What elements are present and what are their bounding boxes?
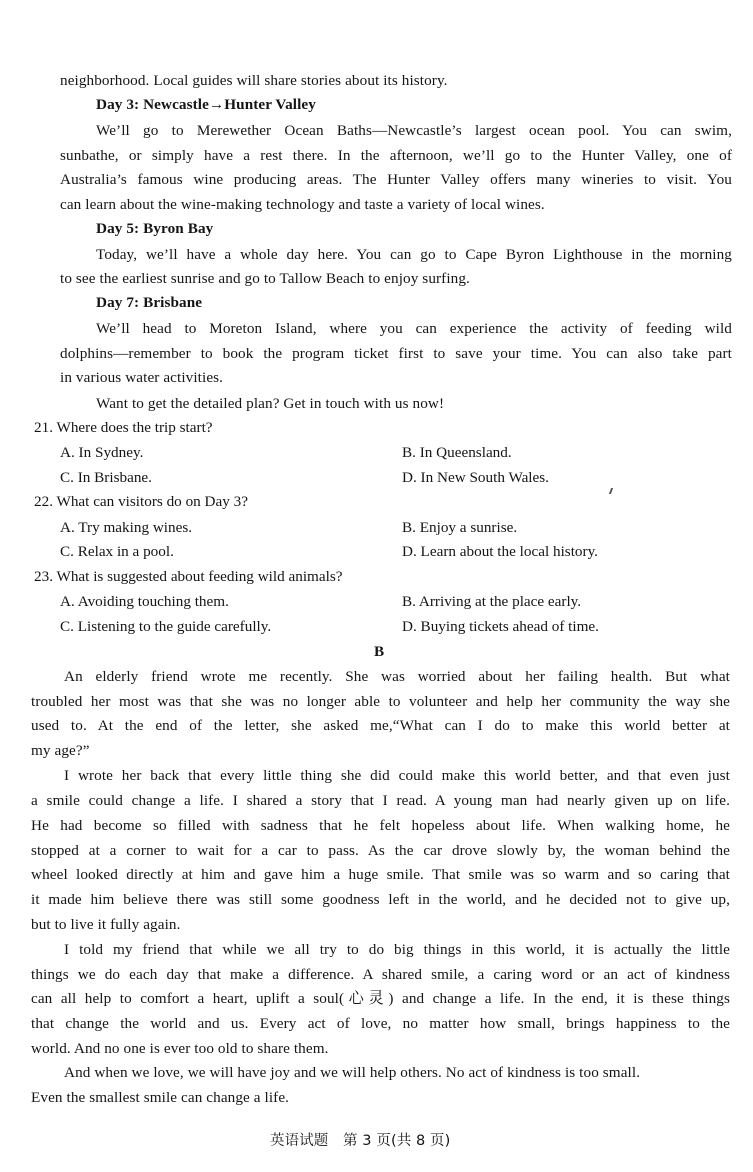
day3-line: Australia’s famous wine producing areas. The Hunter Valley offers many wineries to visit. You: [60, 171, 732, 188]
answer-option[interactable]: A. Avoiding touching them.: [60, 593, 229, 610]
passage-line: wheel looked directly at him and gave him a huge smile. That smile was so warm and so caring that: [31, 866, 730, 883]
section-b-label: B: [374, 643, 385, 660]
passage-line: but to live it fully again.: [31, 916, 181, 933]
day7-line: We’ll head to Moreton Island, where you can experience the activity of feeding wild: [96, 320, 732, 337]
question-stem: 22. What can visitors do on Day 3?: [34, 493, 248, 510]
passage-line: that change the world and us. Every act of love, no matter how small, brings happiness to the: [31, 1015, 730, 1032]
answer-option[interactable]: A. Try making wines.: [60, 519, 193, 536]
passage-line: And when we love, we will have joy and we will help others. No act of kindness is too small.: [64, 1064, 641, 1081]
answer-option[interactable]: C. Listening to the guide carefully.: [60, 618, 272, 635]
passage-line: He had become so filled with sadness that he felt hopeless about life. When walking home, he: [31, 817, 730, 834]
passage-line: used to. At the end of the letter, she asked me,“What can I do to make this world better at: [31, 717, 730, 734]
passage-line: Even the smallest smile can change a life.: [31, 1089, 290, 1106]
day5-heading: Day 5: Byron Bay: [96, 220, 214, 237]
passage-line: can all help to comfort a heart, uplift a soul(心灵) and change a life. In the end, it is these things: [31, 990, 730, 1007]
answer-option[interactable]: C. In Brisbane.: [60, 469, 152, 486]
answer-option[interactable]: D. Buying tickets ahead of time.: [402, 618, 599, 635]
day5-line: to see the earliest sunrise and go to Tallow Beach to enjoy surfing.: [60, 270, 470, 287]
passage-line: world. And no one is ever too old to share them.: [31, 1040, 329, 1057]
passage-line: An elderly friend wrote me recently. She was worried about her failing health. But what: [64, 668, 730, 685]
day5-line: Today, we’ll have a whole day here. You can go to Cape Byron Lighthouse in the morning: [96, 246, 732, 263]
day7-heading: Day 7: Brisbane: [96, 294, 203, 311]
day3-line: We’ll go to Merewether Ocean Baths—Newcastle’s largest ocean pool. You can swim,: [96, 122, 732, 139]
stray-mark: [609, 488, 613, 494]
day7-line: in various water activities.: [60, 369, 224, 386]
passage-line: I told my friend that while we all try to do big things in this world, it is actually the little: [64, 941, 730, 958]
day7-line: dolphins—remember to book the program ticket first to save your time. You can also take part: [60, 345, 732, 362]
question-stem: 21. Where does the trip start?: [34, 419, 213, 436]
day3-line: can learn about the wine-making technology and taste a variety of local wines.: [60, 196, 545, 213]
closing-line: Want to get the detailed plan? Get in touch with us now!: [96, 395, 445, 412]
passage-line: my age?”: [31, 742, 90, 759]
answer-option[interactable]: A. In Sydney.: [60, 444, 144, 461]
day3-heading: Day 3: Newcastle→Hunter Valley: [96, 96, 316, 113]
answer-option[interactable]: D. Learn about the local history.: [402, 543, 598, 560]
answer-option[interactable]: D. In New South Wales.: [402, 469, 549, 486]
page-footer: 英语试题 第 3 页(共 8 页): [270, 1133, 451, 1149]
passage-line: it made him believe there was still some goodness left in the world, and he decided not to give up,: [31, 891, 730, 908]
passage-line: troubled her most was that she was no longer able to volunteer and help her community the way she: [31, 693, 730, 710]
answer-option[interactable]: B. Arriving at the place early.: [402, 593, 582, 610]
answer-option[interactable]: B. Enjoy a sunrise.: [402, 519, 518, 536]
passage-line: stopped at a corner to wait for a car to pass. As the car drove slowly by, the woman behind the: [31, 842, 730, 859]
answer-option[interactable]: B. In Queensland.: [402, 444, 512, 461]
passage-line: a smile could change a life. I shared a story that I read. A young man had nearly given up on life.: [31, 792, 730, 809]
passage-line: I wrote her back that every little thing she did could make this world better, and that even just: [64, 767, 730, 784]
passage-line: things we do each day that make a difference. A shared smile, a caring word or an act of kindness: [31, 966, 730, 983]
question-stem: 23. What is suggested about feeding wild animals?: [34, 568, 343, 585]
day3-line: sunbathe, or simply have a rest there. In the afternoon, we’ll go to the Hunter Valley, one of: [60, 147, 732, 164]
intro-tail-line: neighborhood. Local guides will share stories about its history.: [60, 72, 448, 89]
answer-option[interactable]: C. Relax in a pool.: [60, 543, 174, 560]
